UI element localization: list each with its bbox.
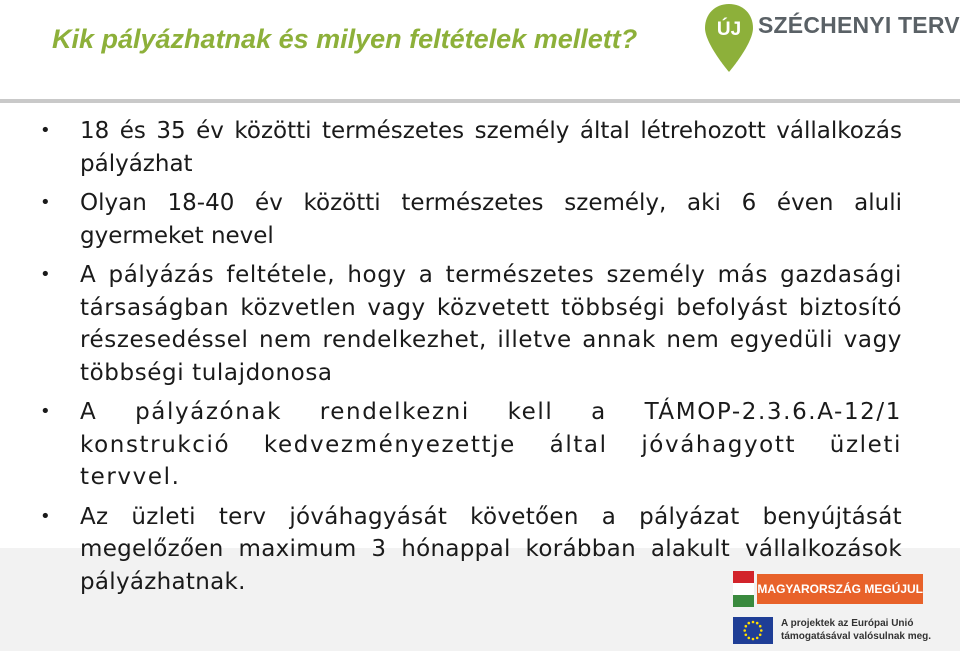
bullet-icon: • [40, 264, 52, 285]
eu-text-line-2: támogatásával valósulnak meg. [781, 631, 932, 642]
bullet-icon: • [40, 401, 53, 422]
list-item-text: Olyan 18-40 év közötti természetes személy, aki 6 éven aluli gyermeket nevel [80, 190, 902, 249]
eu-flag-icon [733, 617, 773, 644]
magyarorszag-megujul-logo [733, 571, 923, 607]
bullet-icon: • [40, 192, 51, 213]
slide-title: Kik pályázhatnak és milyen feltételek mellett? [52, 24, 638, 54]
list-item [40, 187, 902, 252]
brand-pin-label: ÚJ [716, 19, 742, 40]
list-item-text: A pályázás feltétele, hogy a természetes személy más gazdasági társaságban közvetlen vagy közvetett többségi befolyást biztosító részesedéssel nem rendelkezhet, illetve annak nem egyedüli vagy többségi tulajdonosa [80, 262, 902, 386]
criteria-list [40, 115, 902, 605]
list-item [40, 259, 902, 389]
eu-text-line-1: A projektek az Európai Unió [781, 618, 914, 629]
mm-label: MAGYARORSZÁG MEGÚJUL [757, 574, 923, 604]
bullet-icon: • [40, 505, 51, 527]
list-item-text: A pályázónak rendelkezni kell a TÁMOP-2.3.6.A-12/1 konstrukció kedvezményezettje által jóváhagyott üzleti tervvel. [80, 399, 902, 490]
bullet-icon: • [40, 120, 51, 141]
list-item [40, 115, 902, 180]
header-divider [0, 99, 960, 103]
map-pin-icon [702, 2, 756, 74]
brand-name: SZÉCHENYI TERV [758, 12, 960, 38]
list-item-text: Az üzleti terv jóváhagyását követően a pályázat benyújtását megelőzően maximum 3 hónappal korábban alakult vállalkozások pályázhatnak. [80, 503, 902, 595]
hungarian-flag-icon [733, 571, 754, 607]
eu-support-text [781, 617, 931, 643]
list-item-text: 18 és 35 év közötti természetes személy által létrehozott vállalkozás pályázhat [80, 118, 902, 177]
list-item [40, 396, 902, 494]
szechenyi-terv-logo [702, 2, 960, 74]
eu-support-logo [733, 614, 955, 646]
